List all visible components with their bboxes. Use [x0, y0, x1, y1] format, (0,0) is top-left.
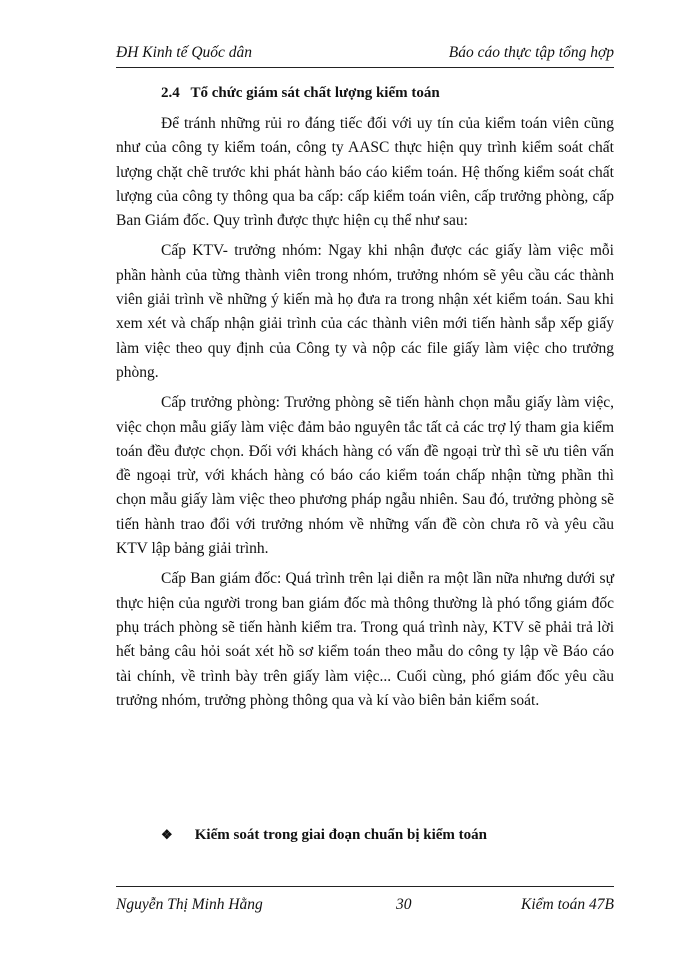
page-number: 30 — [396, 896, 412, 913]
paragraph-intro: Để tránh những rủi ro đáng tiếc đối với uy tín của kiểm toán viên cũng như của công ty kiểm toán, công ty AASC thực hiện quy trình kiểm soát chất lượng chặt chẽ trước khi phát hành báo cáo kiểm toán. Hệ thống kiểm soát chất lượng của công ty thông qua ba cấp: cấp kiểm toán viên, cấp trưởng phòng, cấp Ban Giám đốc. Quy trình được thực hiện cụ thể như sau: — [116, 115, 614, 230]
footer-class: Kiểm toán 47B — [521, 896, 614, 913]
section-number: 2.4 — [161, 85, 180, 101]
paragraph-department-head: Cấp trưởng phòng: Trưởng phòng sẽ tiến hành chọn mẫu giấy làm việc, việc chọn mẫu giấy làm việc đảm bảo nguyên tắc tất cả các trợ lý tham gia kiểm toán đều được chọn. Đối với khách hàng có vấn đề ngoại trừ thì sẽ ưu tiên vấn đề ngoại trừ, với khách hàng có báo cáo kiểm toán chấp nhận từng phần thì chọn mẫu giấy làm việc theo phương pháp ngẫu nhiên. Sau đó, trưởng phòng sẽ tiến hành trao đổi với trưởng nhóm về những vấn đề còn chưa rõ và yêu cầu KTV lập bảng giải trình. — [116, 394, 614, 558]
header-report-title: Báo cáo thực tập tổng hợp — [448, 44, 614, 61]
paragraph-board: Cấp Ban giám đốc: Quá trình trên lại diễn ra một lần nữa nhưng dưới sự thực hiện của người trong ban giám đốc mà thông thường là phó tổng giám đốc phụ trách phòng sẽ tiến hành kiểm tra. Trong quá trình này, KTV sẽ phải trả lời hết bảng câu hỏi soát xét hồ sơ kiểm toán theo mẫu do công ty lập về Báo cáo tài chính, về trình bày trên giấy làm việc... Cuối cùng, phó giám đốc yêu cầu trưởng nhóm, trưởng phòng thông qua và kí vào biên bản kiểm soát. — [116, 570, 614, 709]
diamond-bullet-icon: ❖ — [161, 827, 173, 842]
header-university: ĐH Kinh tế Quốc dân — [116, 44, 253, 61]
footer-divider — [116, 886, 614, 887]
header-divider — [116, 67, 614, 68]
subsection-bullet — [161, 824, 487, 846]
body-text — [116, 112, 614, 719]
section-heading — [161, 82, 440, 104]
paragraph-team-leader: Cấp KTV- trưởng nhóm: Ngay khi nhận được các giấy làm việc mỗi phần hành của từng thành viên trong nhóm, trưởng nhóm sẽ yêu cầu các thành viên giải trình về những ý kiến mà họ đưa ra trong nhận xét kiểm toán. Sau khi xem xét và chấp nhận giải trình của các thành viên mới tiến hành sắp xếp giấy làm việc theo quy định của Công ty và nộp các file giấy làm việc cho trưởng phòng. — [116, 242, 614, 381]
subsection-title: Kiểm soát trong giai đoạn chuẩn bị kiểm toán — [194, 827, 488, 843]
section-title: Tổ chức giám sát chất lượng kiểm toán — [190, 85, 440, 101]
footer-author: Nguyễn Thị Minh Hằng — [116, 896, 263, 913]
